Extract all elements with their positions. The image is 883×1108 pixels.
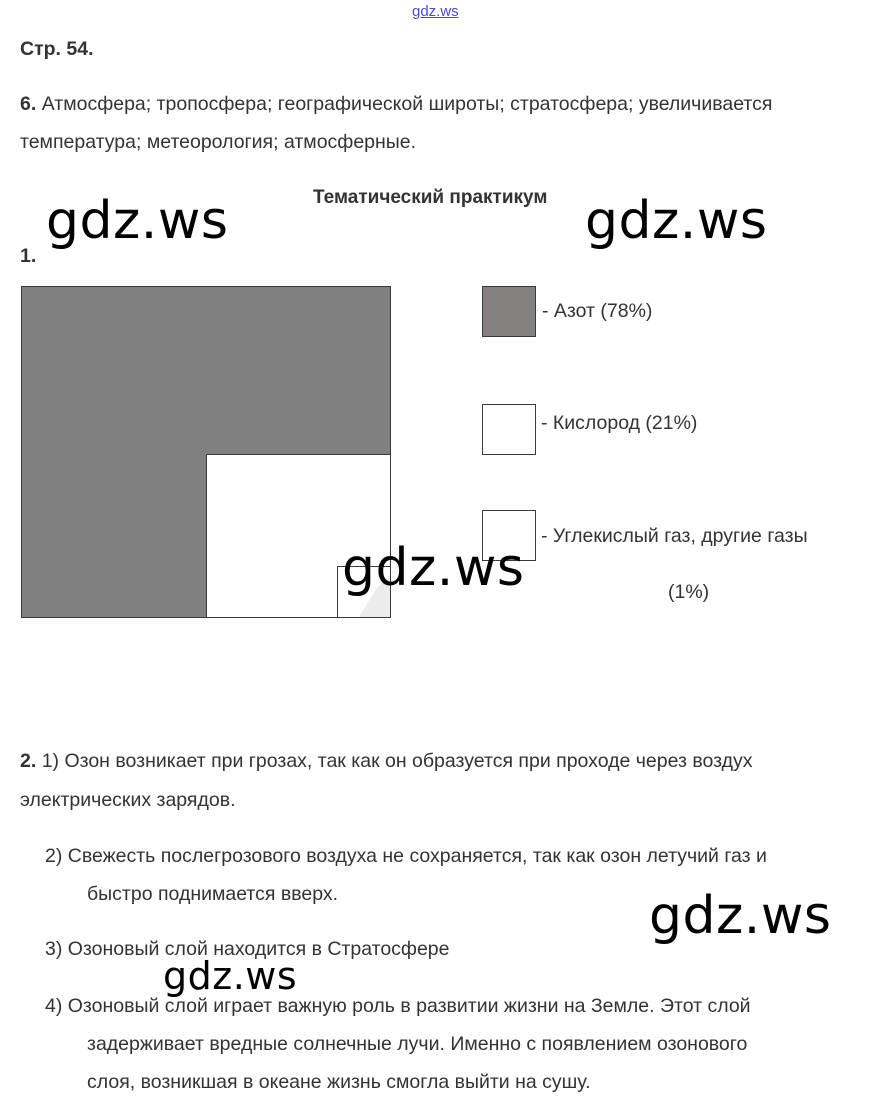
task6-text1: Атмосфера; тропосфера; географической широты; стратосфера; увеличивается xyxy=(41,93,773,115)
task2-item2-line1: 2) Свежесть послегрозового воздуха не сохраняется, так как озон летучий газ и xyxy=(45,845,767,867)
legend-label-oxygen: - Кислород (21%) xyxy=(541,412,698,434)
watermark: gdz.ws xyxy=(163,954,298,998)
legend-swatch-oxygen xyxy=(482,404,536,455)
watermark: gdz.ws xyxy=(342,538,525,598)
site-link[interactable]: gdz.ws xyxy=(412,3,459,20)
watermark: gdz.ws xyxy=(585,191,768,251)
legend-label-other: - Углекислый газ, другие газы xyxy=(541,525,808,547)
task2-item4-line2: задерживает вредные солнечные лучи. Именно с появлением озонового xyxy=(87,1033,748,1055)
legend-label-nitrogen: - Азот (78%) xyxy=(542,300,653,322)
task6-line2: температура; метеорология; атмосферные. xyxy=(20,131,417,153)
legend-swatch-nitrogen xyxy=(482,286,536,337)
page-label: Стр. 54. xyxy=(20,38,94,60)
task1-number: 1. xyxy=(20,245,37,267)
legend-label-other-percent: (1%) xyxy=(668,581,710,603)
task2-item2-line2: быстро поднимается вверх. xyxy=(87,883,339,905)
task2-item1-text: 1) Озон возникает при грозах, так как он образуется при проходе через воздух xyxy=(41,750,753,772)
task6-line1 xyxy=(20,92,772,116)
task2-item1-line2: электрических зарядов. xyxy=(20,789,236,811)
task2-item4-line3: слоя, возникшая в океане жизнь смогла выйти на сушу. xyxy=(87,1071,591,1093)
task2-item4-line1: 4) Озоновый слой играет важную роль в развитии жизни на Земле. Этот слой xyxy=(45,995,751,1017)
watermark: gdz.ws xyxy=(649,886,832,946)
watermark: gdz.ws xyxy=(46,191,229,251)
task2-item1-line1 xyxy=(20,749,753,773)
section-title: Тематический практикум xyxy=(313,187,548,208)
task2-number: 2. xyxy=(20,750,37,772)
task2-item3: 3) Озоновый слой находится в Стратосфере xyxy=(45,938,450,960)
task6-number: 6. xyxy=(20,93,37,115)
